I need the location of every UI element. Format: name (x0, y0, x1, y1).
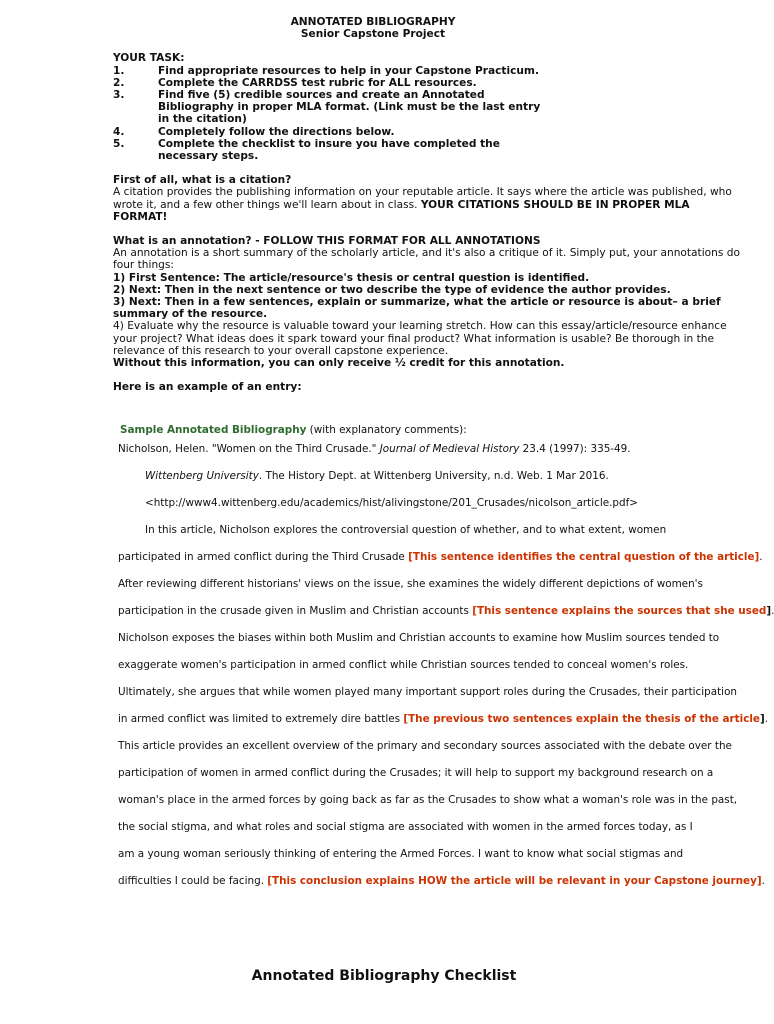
task-item (113, 138, 743, 162)
annotation-line: participation of women in armed conflict during the Crusades; it will help to support my background research on a (118, 767, 714, 779)
annotation-text: difficulties I could be facing. (118, 875, 268, 887)
comment-sources: This sentence explains the sources that she used (476, 605, 767, 617)
checklist-title: Annotated Bibliography Checklist (251, 968, 517, 984)
annotation-point-1: 1) First Sentence: The article/resource's thesis or central question is identified. (113, 271, 590, 284)
bracket: [ (408, 551, 413, 563)
annotation-text: in armed conflict was limited to extremely dire battles (118, 713, 404, 725)
comment-central-question: This sentence identifies the central question of the article (412, 551, 755, 563)
period: . (764, 713, 769, 725)
document-title: ANNOTATED BIBLIOGRAPHY (290, 16, 456, 28)
citation-emphasis: YOUR CITATIONS SHOULD BE IN PROPER MLA FORMAT! (113, 198, 690, 223)
bracket: ] (759, 713, 765, 725)
bracket: ] (754, 551, 760, 563)
period: . (761, 875, 765, 887)
task-text: Complete the checklist to insure you have completed the necessary steps. (158, 137, 500, 163)
task-number: 3. (113, 89, 125, 102)
task-text: Find appropriate resources to help in your Capstone Practicum. (158, 64, 539, 77)
annotation-intro: An annotation is a short summary of the scholarly article, and it's also a critique of it. Simply put, your annotations do four things: (113, 247, 740, 272)
citation-site-details: . The History Dept. at Wittenberg University, n.d. Web. 1 Mar 2016. (258, 470, 609, 482)
citation-body: A citation provides the publishing information on your reputable article. It says where the article was published, who wrote it, and a few other things we'll learn about in class. (113, 186, 732, 211)
task-text: Completely follow the directions below. (158, 125, 395, 138)
annotation-point-3: 3) Next: Then in a few sentences, explain or summarize, what the article or resource is about– a brief summary of the resource. (113, 296, 721, 321)
bracket: ] (766, 605, 772, 617)
annotation-text: participation in the crusade given in Muslim and Christian accounts (118, 605, 473, 617)
citation-site: Wittenberg University (145, 470, 259, 482)
annotation-line: This article provides an excellent overview of the primary and secondary sources associated with the debate over the (118, 740, 732, 752)
citation-url: <http://www4.wittenberg.edu/academics/hist/alivingstone/201_Crusades/nicolson_article.pdf> (145, 497, 638, 509)
annotation-line: Ultimately, she argues that while women played many important support roles during the Crusades, their participation (118, 686, 738, 698)
annotation-line: the social stigma, and what roles and social stigma are associated with women in the armed forces today, as I (118, 821, 693, 833)
sample-label-line (120, 424, 748, 436)
comment-relevance: This conclusion explains HOW the article will be relevant in your Capstone journey (272, 875, 757, 887)
annotation-line: In this article, Nicholson explores the controversial question of whether, and to what extent, women (145, 524, 667, 536)
annotation-line (118, 544, 763, 571)
annotation-line (118, 598, 772, 625)
annotation-line: exaggerate women's participation in armed conflict while Christian sources tended to conceal women's roles. (118, 659, 689, 671)
annotation-line: After reviewing different historians' views on the issue, she examines the widely different depictions of women's (118, 578, 703, 590)
annotation-line: am a young woman seriously thinking of entering the Armed Forces. I want to know what social stigmas and (118, 848, 684, 860)
annotation-line: woman's place in the armed forces by going back as far as the Crusades to show what a woman's role was in the past, (118, 794, 738, 806)
citation-author: Nicholson, Helen. "Women on the Third Crusade." (118, 443, 380, 455)
sample-label: Sample Annotated Bibliography (120, 424, 307, 436)
bracket: [ (403, 713, 409, 725)
task-item (113, 65, 743, 77)
task-text: Complete the CARRDSS test rubric for ALL resources. (158, 76, 477, 89)
task-number: 2. (113, 76, 125, 89)
bracket: [ (472, 605, 477, 617)
task-number: 1. (113, 64, 125, 77)
bracket: ] (756, 875, 762, 887)
example-entry (118, 424, 772, 895)
annotation-heading: What is an annotation? - FOLLOW THIS FORMAT FOR ALL ANNOTATIONS (113, 235, 541, 248)
annotation-warning: Without this information, you can only receive ½ credit for this annotation. (113, 357, 565, 370)
task-list (113, 65, 743, 163)
citation-heading: First of all, what is a citation? (113, 174, 292, 187)
bracket: [ (267, 875, 273, 887)
period: . (759, 551, 763, 563)
comment-thesis: The previous two sentences explain the thesis of the article (408, 713, 760, 725)
citation-paragraph (113, 186, 743, 223)
task-heading: YOUR TASK: (113, 52, 185, 65)
document-page (113, 16, 743, 393)
annotation-point-4: 4) Evaluate why the resource is valuable toward your learning stretch. How can this essay/article/resource enhance your project? What ideas does it spark toward your final product? What information is usable? Be thorough in the relevance of this research to your overall capstone experience. (113, 320, 727, 357)
annotation-line (118, 868, 765, 895)
task-number: 4. (113, 125, 125, 138)
example-heading: Here is an example of an entry: (113, 381, 302, 394)
task-item (113, 77, 743, 89)
annotation-line: Nicholson exposes the biases within both Muslim and Christian accounts to examine how Muslim sources tended to (118, 632, 720, 644)
document-subtitle: Senior Capstone Project (300, 28, 446, 41)
sample-note: (with explanatory comments): (306, 424, 467, 436)
task-number: 5. (113, 137, 125, 150)
task-item (113, 89, 743, 126)
citation-journal: Journal of Medieval History (379, 443, 520, 455)
annotation-line (118, 706, 769, 733)
annotation-point-2: 2) Next: Then in the next sentence or two describe the type of evidence the author provides. (113, 283, 671, 296)
citation-line-1 (118, 436, 748, 463)
citation-volume: 23.4 (1997): 335-49. (519, 443, 631, 455)
annotation-text: participated in armed conflict during the Third Crusade (118, 551, 409, 563)
citation-line-2 (118, 463, 748, 490)
task-item (113, 126, 743, 138)
task-text: Find five (5) credible sources and create an Annotated Bibliography in proper MLA format. (Link must be the last entry in the citation) (158, 89, 541, 126)
